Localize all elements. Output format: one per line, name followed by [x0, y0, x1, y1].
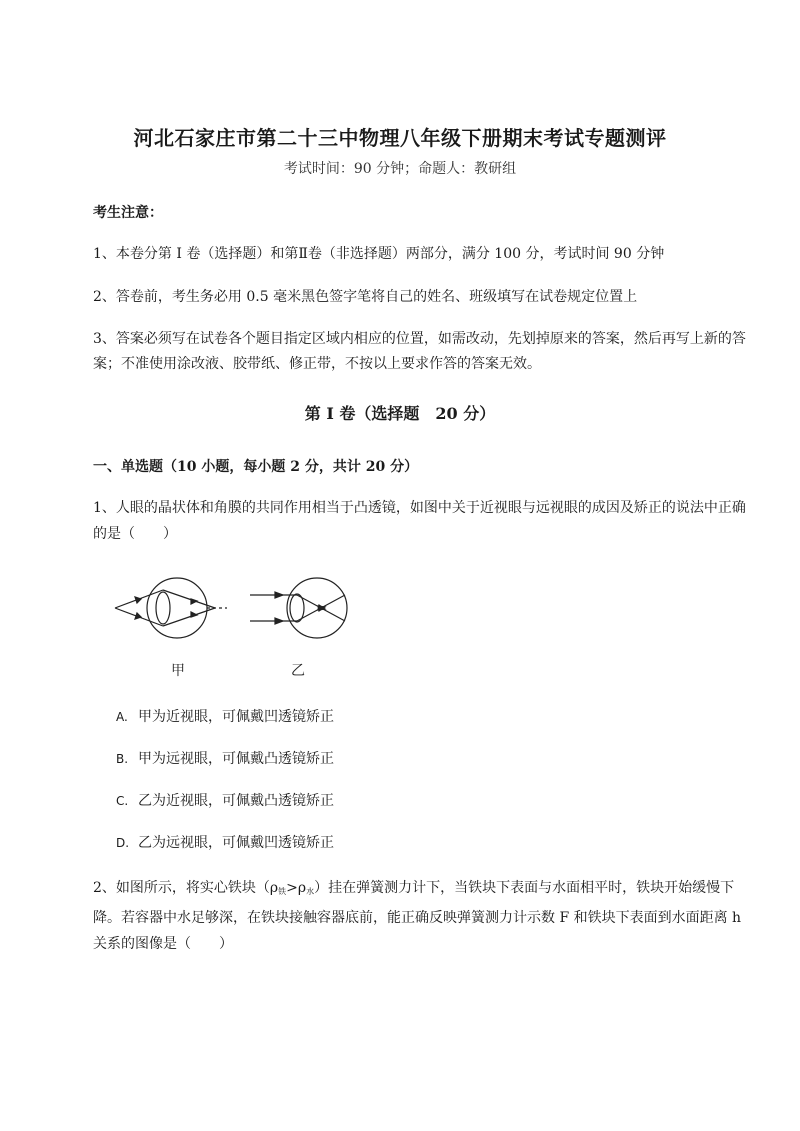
- part-heading: 一、单选题（10 小题，每小题 2 分，共计 20 分）: [93, 459, 419, 475]
- figure-label-yi: 乙: [291, 663, 305, 679]
- question-1-stem: 1、人眼的晶状体和角膜的共同作用相当于凸透镜，如图中关于近视眼与远视眼的成因及矫正的说法中正确的是（ ）: [93, 500, 746, 542]
- q2-text-gt: >ρ: [286, 880, 307, 896]
- note-item-2: 2、答卷前，考生务必用 0.5 毫米黑色签字笔将自己的姓名、班级填写在试卷规定位置上: [93, 289, 638, 305]
- note-item-3: 3、答案必须写在试卷各个题目指定区域内相应的位置，如需改动，先划掉原来的答案，然后再写上新的答案；不准使用涂改液、胶带纸、修正带，不按以上要求作答的答案无效。: [93, 331, 746, 372]
- exam-subtitle: 考试时间：90 分钟；命题人：教研组: [283, 161, 517, 177]
- option-a[interactable]: [116, 707, 334, 727]
- option-letter: B.: [116, 752, 129, 766]
- option-letter: D.: [116, 836, 130, 850]
- note-item-1: 1、本卷分第 I 卷（选择题）和第Ⅱ卷（非选择题）两部分，满分 100 分，考试时间 90 分钟: [93, 246, 665, 262]
- question-2-stem: [93, 875, 753, 957]
- eye-diagram-yi: [250, 578, 347, 638]
- option-letter: A.: [116, 710, 128, 724]
- option-b[interactable]: [116, 749, 334, 769]
- option-letter: C.: [116, 794, 129, 808]
- section-title: 第 I 卷（选择题 20 分）: [304, 404, 496, 423]
- option-text: 甲为远视眼，可佩戴凸透镜矫正: [138, 751, 334, 767]
- eye-diagram-jia: [115, 578, 227, 638]
- option-text: 乙为近视眼，可佩戴凸透镜矫正: [138, 793, 334, 809]
- option-c[interactable]: [116, 791, 334, 811]
- eye-diagram-figure: [105, 575, 365, 695]
- figure-label-jia: 甲: [171, 663, 185, 679]
- q2-sub-iron: 铁: [278, 887, 287, 896]
- notes-heading: 考生注意：: [93, 205, 163, 221]
- q2-text-a: 2、如图所示，将实心铁块（ρ: [93, 880, 279, 896]
- q2-sub-water: 水: [306, 887, 315, 896]
- option-text: 乙为远视眼，可佩戴凹透镜矫正: [138, 835, 334, 851]
- option-d[interactable]: [116, 833, 334, 853]
- option-text: 甲为近视眼，可佩戴凹透镜矫正: [138, 709, 334, 725]
- exam-title: 河北石家庄市第二十三中物理八年级下册期末考试专题测评: [133, 126, 667, 150]
- q2-text-b: ）挂在弹簧测力计下，当铁块下表面与水面相平时，铁块开始缓慢下降。若容器中水足够深，在铁块接触容器底前，能正确反映弹簧测力计示数 F 和铁块下表面到水面距离 h 关系的图像是（ ）: [93, 880, 742, 952]
